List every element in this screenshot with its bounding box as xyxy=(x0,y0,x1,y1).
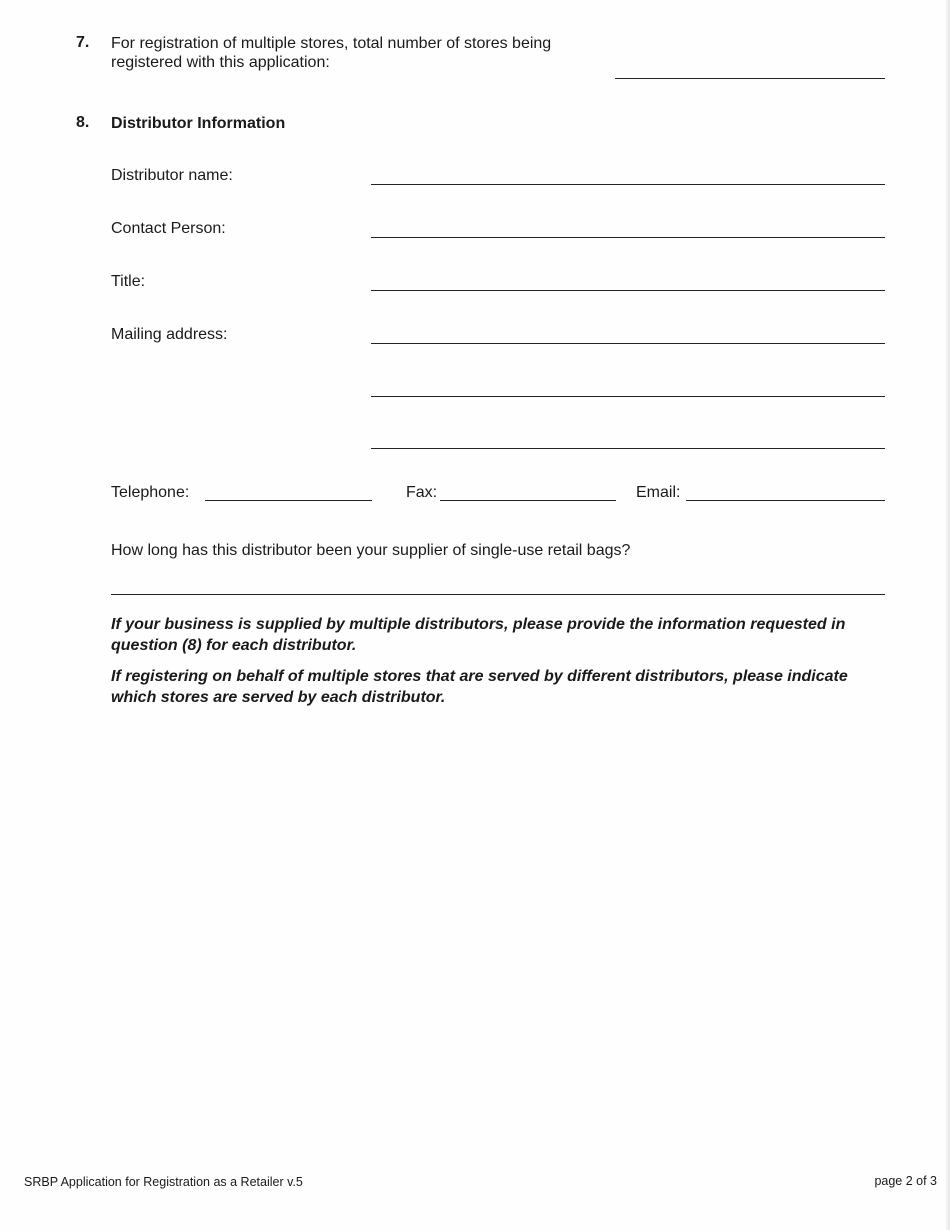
footer-form-title: SRBP Application for Registration as a Retailer v.5 xyxy=(24,1175,303,1189)
store-count-field[interactable] xyxy=(615,78,885,79)
mailing-address-field-line1[interactable] xyxy=(371,343,885,344)
mailing-address-field-line3[interactable] xyxy=(371,448,885,449)
telephone-field[interactable] xyxy=(205,500,372,501)
title-label: Title: xyxy=(111,273,146,290)
multiple-distributors-note: If your business is supplied by multiple distributors, please provide the information requested in question (8) for each distributor. xyxy=(111,616,846,654)
contact-person-field[interactable] xyxy=(371,237,885,238)
multiple-stores-note: If registering on behalf of multiple stores that are served by different distributors, please indicate which stores are served by each distributor. xyxy=(111,668,848,706)
distributor-name-field[interactable] xyxy=(371,184,885,185)
distributor-name-label: Distributor name: xyxy=(111,167,233,184)
title-field[interactable] xyxy=(371,290,885,291)
fax-field[interactable] xyxy=(440,500,616,501)
supplier-duration-question: How long has this distributor been your supplier of single-use retail bags? xyxy=(111,542,631,559)
telephone-label: Telephone: xyxy=(111,484,190,501)
email-field[interactable] xyxy=(686,500,885,501)
footer-page-number: page 2 of 3 xyxy=(874,1174,937,1188)
supplier-duration-field[interactable] xyxy=(111,594,885,595)
mailing-address-field-line2[interactable] xyxy=(371,396,885,397)
scan-edge xyxy=(946,0,950,1230)
question-7-number: 7. xyxy=(76,34,90,51)
fax-label: Fax: xyxy=(406,484,438,501)
email-label: Email: xyxy=(636,484,681,501)
distributor-info-heading: Distributor Information xyxy=(111,115,286,132)
question-7-text-line2: registered with this application: xyxy=(111,54,330,71)
question-7-text-line1: For registration of multiple stores, total number of stores being xyxy=(111,35,552,52)
contact-person-label: Contact Person: xyxy=(111,220,226,237)
question-8-number: 8. xyxy=(76,114,90,131)
mailing-address-label: Mailing address: xyxy=(111,326,228,343)
